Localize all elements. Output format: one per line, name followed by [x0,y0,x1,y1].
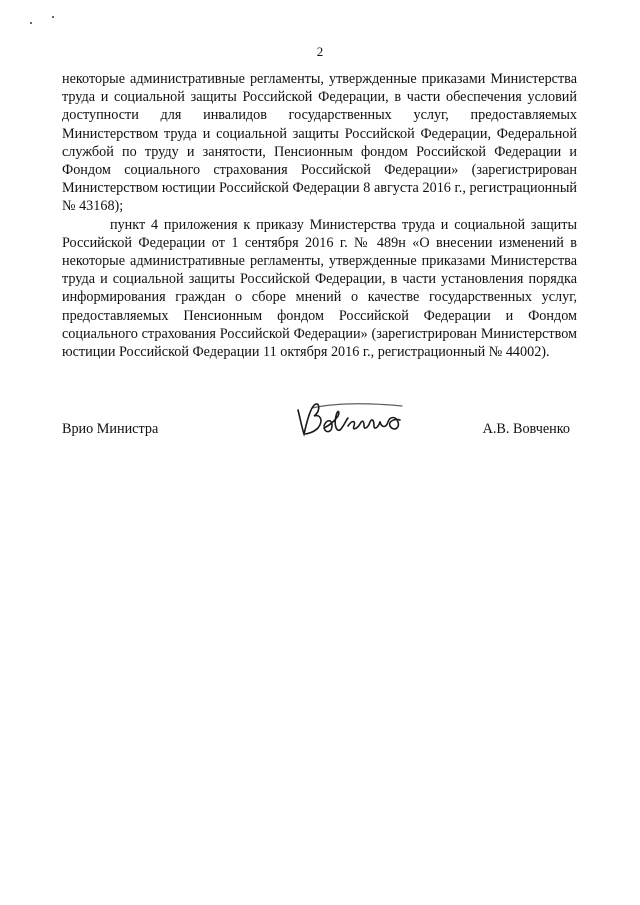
page-number: 2 [316,44,324,59]
signer-title: Врио Министра [62,421,159,437]
document-body [62,70,577,361]
handwritten-signature [290,396,420,444]
paragraph-continuation: некоторые административные регламенты, утвержденные приказами Министерства труда и социальной защиты Российской Федерации, в части обеспечения условий доступности для инвалидов государственных услуг, предоставляемых Министерством труда и социальной защиты Российской Федерации, Федеральной службой по труду и занятости, Пенсионным фондом Российской Федерации и Фондом социального страхования Российской Федерации» (зарегистрирован Министерством юстиции Российской Федерации 8 августа 2016 г., регистрационный № 43168); [62,71,577,215]
signer-name: А.В. Вовченко [482,421,570,437]
signature-block [62,416,577,456]
scan-marks [30,16,60,36]
paragraph-item-4: пункт 4 приложения к приказу Министерства труда и социальной защиты Российской Федерации от 1 сентября 2016 г. № 489н «О внесении изменений в некоторые административные регламенты, утвержденные приказами Министерства труда и социальной защиты Российской Федерации, в части установления порядка информирования граждан о сборе мнений о качестве государственных услуг, предоставляемых Пенсионным фондом Российской Федерации и Фондом социального страхования Российской Федерации» (зарегистрирован Министерством юстиции Российской Федерации 11 октября 2016 г., регистрационный № 44002). [62,216,577,361]
